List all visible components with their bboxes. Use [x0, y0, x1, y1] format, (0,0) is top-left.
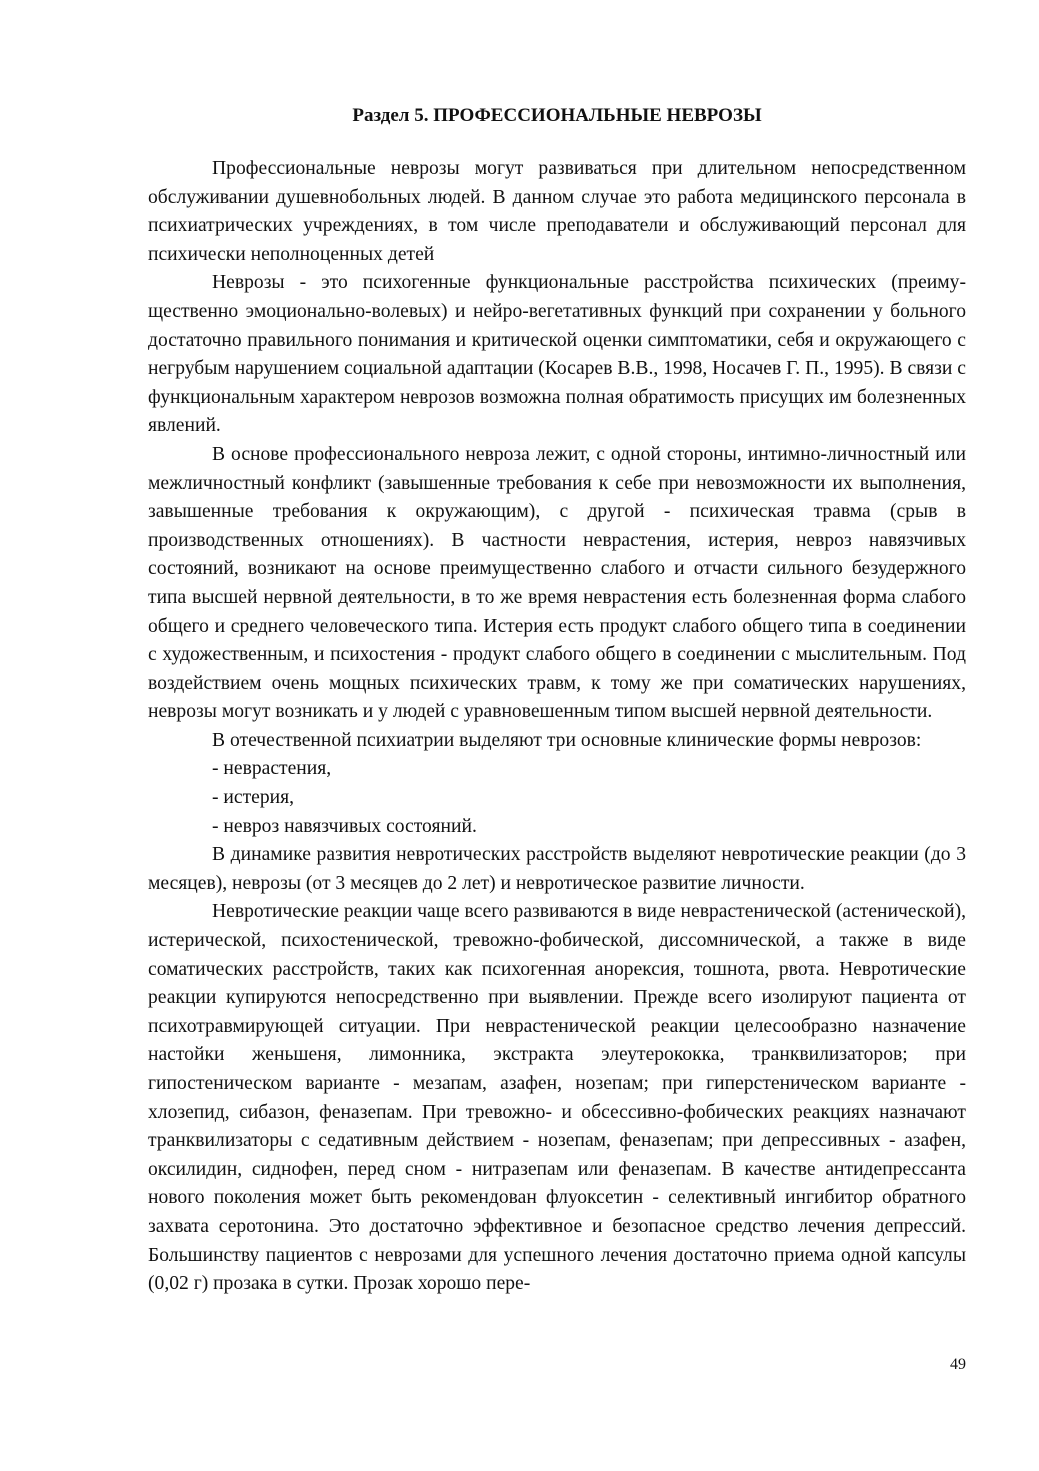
paragraph-causes: В основе профессионального невроза лежит, с одной стороны, интимно-личностный или межличностный конфликт (завышенные требования к себе при невозможности их выполнения, завышенные требования к окружающим), с другой - психическая травма (срыв в производственных отношениях). В частности неврастения, истерия, невроз навязчивых состояний, возникают на основе преимущественно слабого и отчасти сильного безудержного типа высшей нервной деятельности, в то же время неврастения есть болезненная форма слабого общего и среднего человеческого типа. Истерия есть продукт слабого общего типа в соединении с художественным, и психостения - продукт слабого общего в соединении с мыслительным. Под воздействием очень мощных психических травм, к тому же при соматических нарушениях, неврозы могут возникать и у людей с уравновешенным типом высшей нервной деятельности.	[148, 443, 966, 723]
page-number: 49	[950, 1356, 966, 1373]
paragraph-forms: В отечественной психиатрии выделяют три основные клинические формы неврозов:	[212, 729, 922, 751]
paragraph-dynamics: В динамике развития невротических расстройств выделяют невротические реакции (до 3 месяцев), неврозы (от 3 месяцев до 2 лет) и невротическое развитие личности.	[148, 844, 966, 894]
paragraph-definition: Неврозы - это психогенные функциональные расстройства психических (преимущественно эмоционально-волевых) и нейро-вегетативных функций при сохранении у больного достаточно правильного понимания и критической оценки симптоматики, себя и окружающего с негрубым нарушением социальной адаптации (Косарев В.В., 1998, Носачев Г. П., 1995). В связи с функциональным характером неврозов возможна полная обратимость присущих им болезненных явлений.	[148, 272, 966, 437]
paragraph-intro: Профессиональные неврозы могут развиваться при длительном непосредственном обслуживании душевнобольных людей. В данном случае это работа медицинского персонала в психиатрических учреждениях, в том числе преподаватели и обслуживающий персонал для психически неполноценных детей	[148, 158, 966, 265]
paragraph-treatment: Невротические реакции чаще всего развиваются в виде неврастенической (астенической), истерической, психостенической, тревожно-фобической, диссомнической, а также в виде соматических расстройств, таких как психогенная анорексия, тошнота, рвота. Невротические реакции купируются непосредственно при выявлении. Прежде всего изолируют пациента от психотравмирующей ситуации. При неврастенической реакции целесообразно назначение настойки женьшеня, лимонника, экстракта элеутерококка, транквилизаторов; при гипостеническом варианте - мезапам, азафен, нозепам; при гиперстеническом варианте - хлозепид, сибазон, феназепам. При тревожно- и обсессивно-фобических реакциях назначают транквилизаторы с седативным действием - нозепам, феназепам; при депрессивных - азафен, оксилидин, сиднофен, перед сном - нитразепам или феназепам. В качестве антидепрессанта нового поколения может быть рекомендован флуоксетин - селективный ингибитор обратного захвата серотонина. Это достаточно эффективное и безопасное средство лечения депрессий. Большинству пациентов с неврозами для успешного лечения достаточно приема одной капсулы (0,02 г) прозака в сутки. Прозак хорошо пере-	[148, 901, 966, 1295]
list-item: - истерия,	[212, 787, 295, 809]
section-heading: Раздел 5. ПРОФЕССИОНАЛЬНЫЕ НЕВРОЗЫ	[352, 105, 762, 126]
list-item: - неврастения,	[212, 758, 332, 780]
list-item: - невроз навязчивых состояний.	[212, 815, 477, 837]
body-text	[148, 155, 966, 1299]
